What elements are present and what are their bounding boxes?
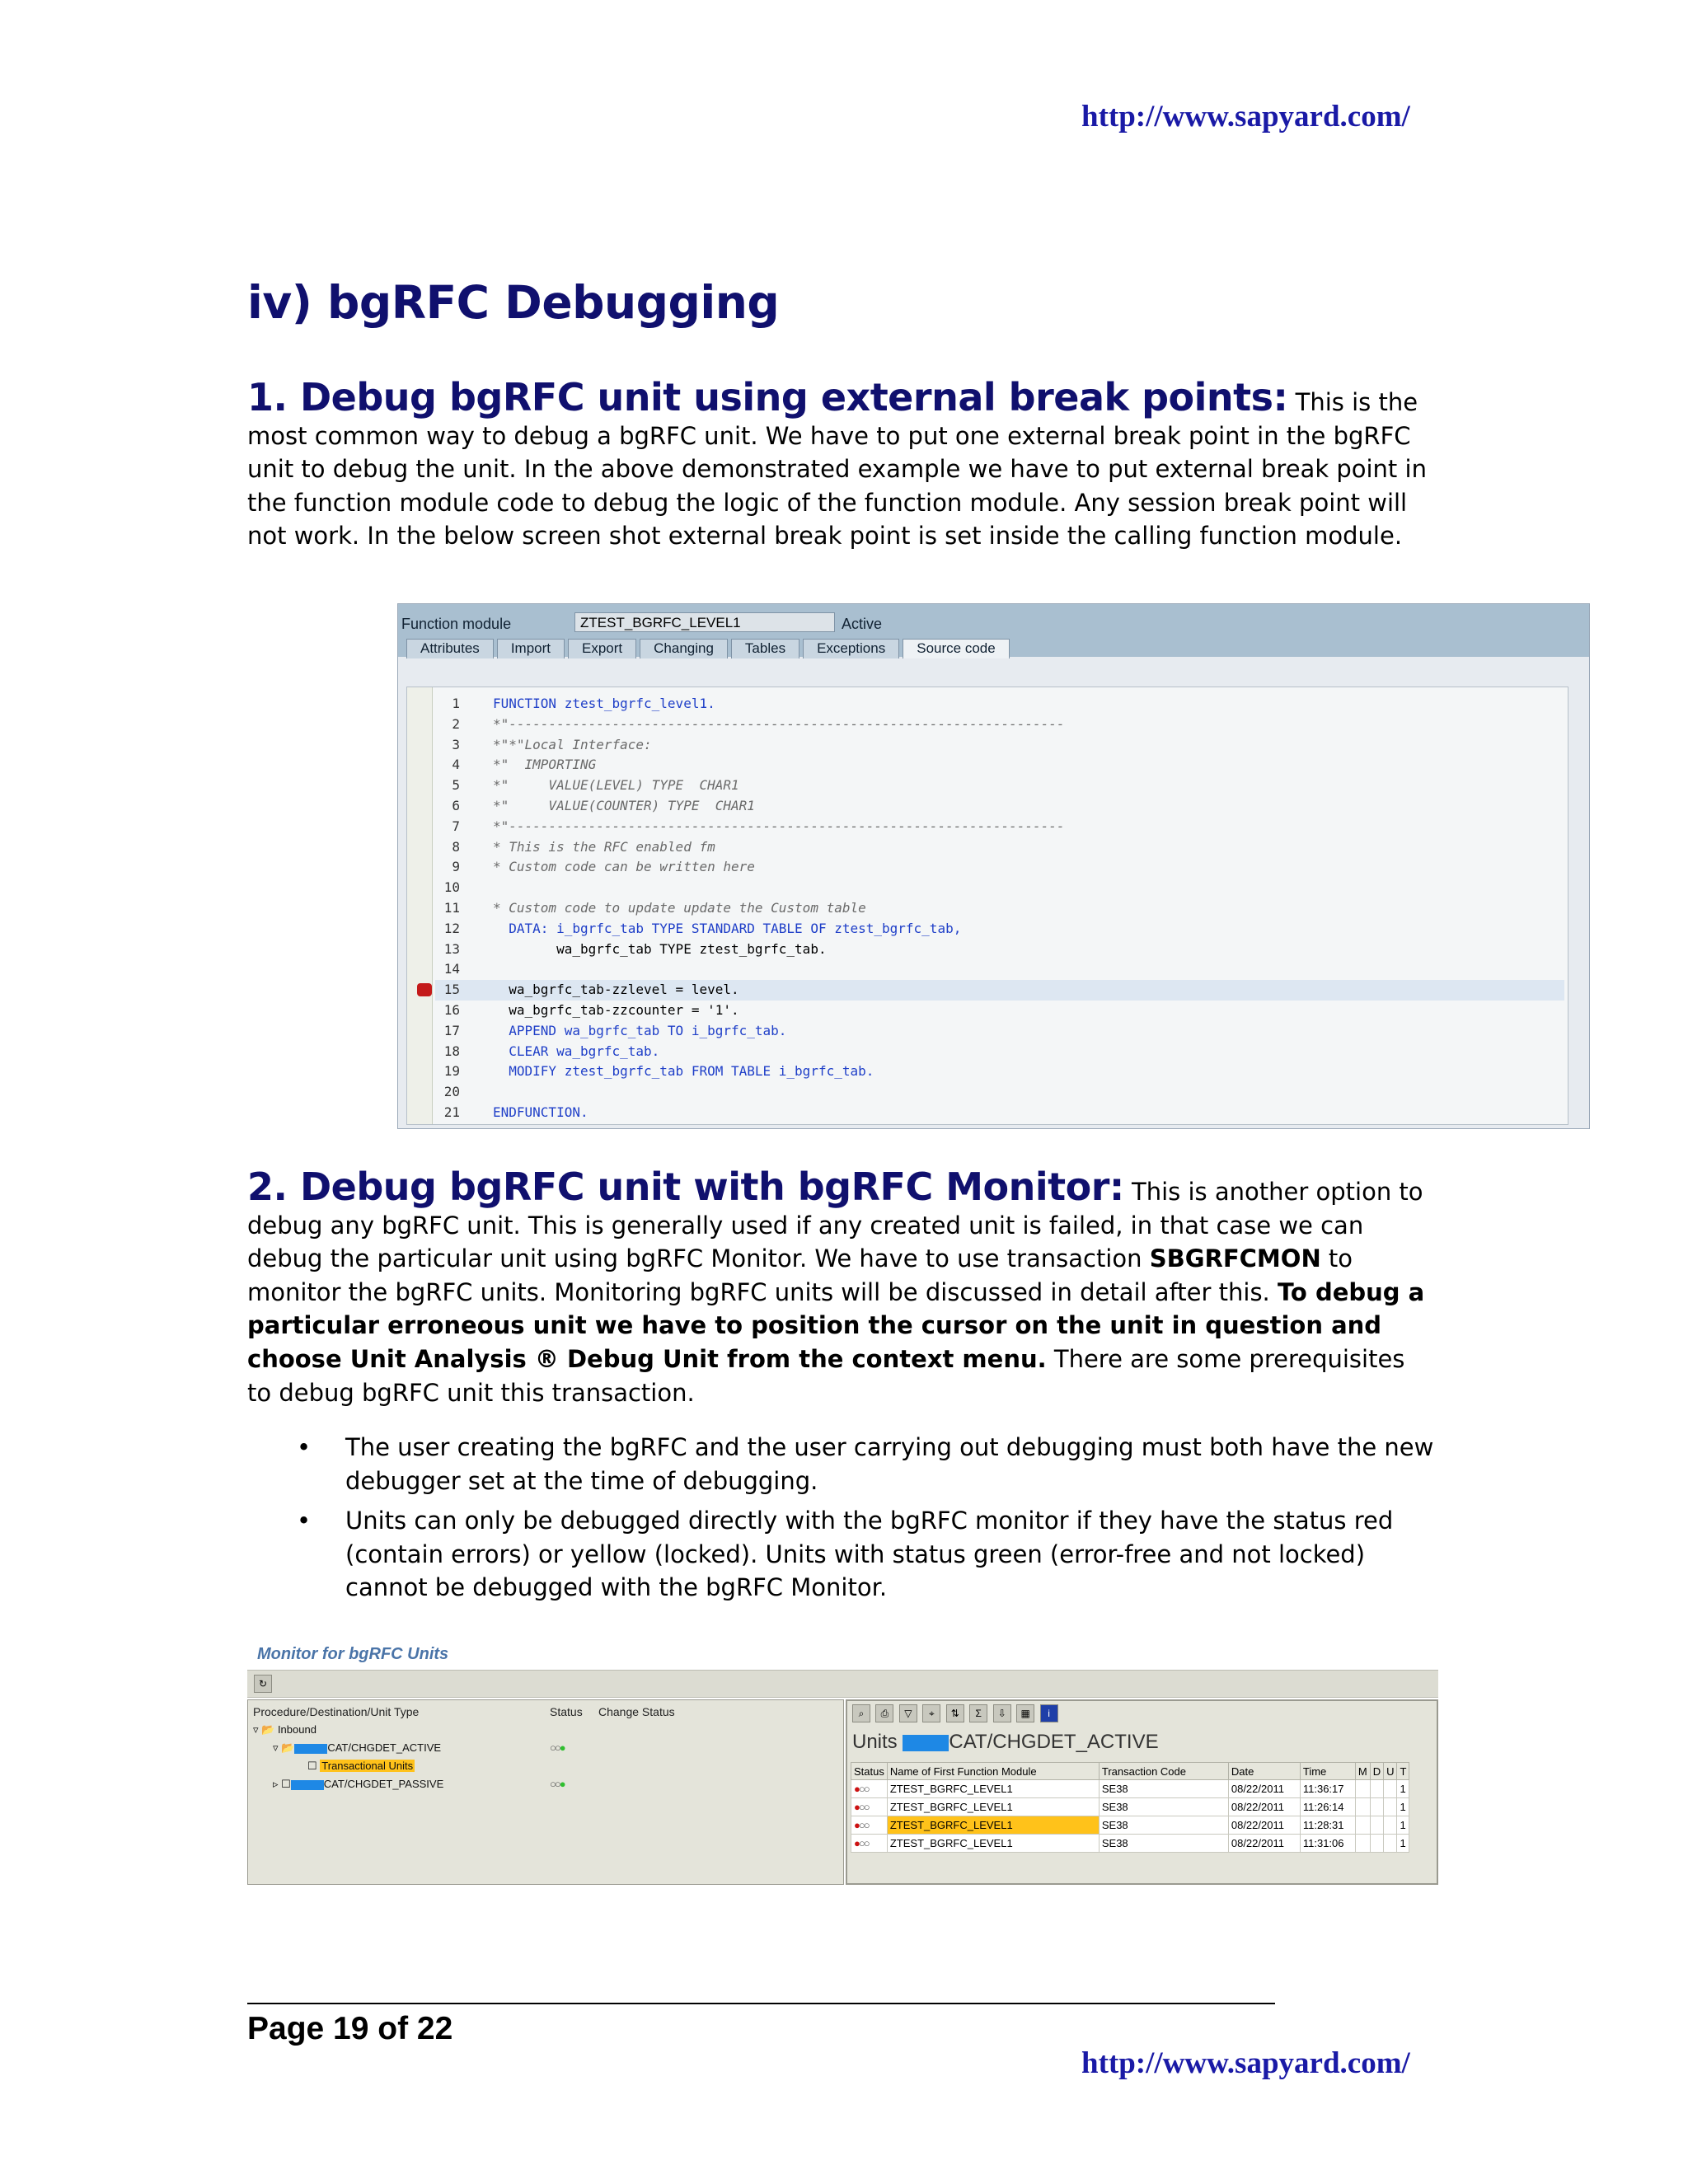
col-header[interactable]: Date bbox=[1228, 1763, 1300, 1780]
col-header[interactable]: T bbox=[1397, 1763, 1409, 1780]
debug-instruction: To debug a particular erroneous unit we have to position the cursor on the unit in question and choose Unit Analysis ® Debug Unit from the context menu. bbox=[247, 1277, 1425, 1373]
code-text: CLEAR wa_bgrfc_tab. bbox=[493, 1043, 660, 1059]
units-table bbox=[851, 1762, 1409, 1853]
code-line[interactable] bbox=[435, 1001, 1564, 1021]
code-line[interactable] bbox=[435, 694, 1564, 715]
status-lights: ●○○ bbox=[851, 1816, 888, 1835]
transaction-code: SBGRFCMON bbox=[1149, 1244, 1321, 1273]
section1-paragraph bbox=[247, 375, 1434, 553]
layout-icon[interactable]: ▦ bbox=[1016, 1704, 1034, 1722]
units-heading: Units CAT/CHGDET_ACTIVE bbox=[852, 1731, 1159, 1753]
units-toolbar bbox=[852, 1704, 1060, 1722]
sort-icon[interactable]: ⇅ bbox=[946, 1704, 964, 1722]
col-status: Status bbox=[550, 1705, 583, 1718]
code-line[interactable] bbox=[435, 735, 1564, 756]
col-change-status: Change Status bbox=[598, 1705, 675, 1718]
code-line[interactable] bbox=[435, 817, 1564, 837]
status-lights: ●○○ bbox=[851, 1780, 888, 1798]
line-number: 7 bbox=[452, 818, 460, 834]
col-header[interactable]: Status bbox=[851, 1763, 888, 1780]
code-text: *"---------------------------------------------------------------------- bbox=[493, 715, 1065, 732]
code-line[interactable] bbox=[435, 857, 1564, 878]
col-header[interactable]: M bbox=[1355, 1763, 1370, 1780]
line-number: 11 bbox=[443, 899, 460, 916]
code-line[interactable] bbox=[435, 715, 1564, 735]
source-code-editor[interactable] bbox=[406, 687, 1568, 1125]
code-text: MODIFY ztest_bgrfc_tab FROM TABLE i_bgrfc_tab. bbox=[493, 1063, 874, 1080]
code-text: FUNCTION ztest_bgrfc_level1. bbox=[493, 696, 715, 711]
tree-node-active[interactable]: ▿ 📂 CAT/CHGDET_ACTIVE bbox=[273, 1741, 442, 1754]
code-line[interactable] bbox=[435, 755, 1564, 776]
line-number: 2 bbox=[452, 715, 460, 732]
line-number: 16 bbox=[443, 1001, 460, 1018]
section1-body: This is the most common way to debug a bgRFC unit. We have to put one external break point in the bgRFC unit to debug the unit. In the above demonstrated example we have to put external break point in the function module code to debug the logic of the function module. Any session break point will not work. In the below screen shot external break point is set inside the calling function module. bbox=[247, 388, 1427, 551]
section1-heading: 1. Debug bgRFC unit using external break points: bbox=[247, 375, 1288, 419]
code-line[interactable] bbox=[435, 878, 1564, 898]
section2-heading: 2. Debug bgRFC unit with bgRFC Monitor: bbox=[247, 1165, 1124, 1209]
code-text: * Custom code to update update the Custom table bbox=[493, 899, 866, 916]
bgrfc-monitor-screenshot bbox=[247, 1640, 1438, 1885]
info-icon[interactable]: i bbox=[1040, 1704, 1058, 1722]
function-module-screenshot bbox=[397, 603, 1590, 1129]
code-line[interactable] bbox=[435, 776, 1564, 796]
line-number: 18 bbox=[443, 1043, 460, 1059]
code-text: *" IMPORTING bbox=[493, 757, 597, 773]
tab-import[interactable]: Import bbox=[497, 639, 565, 658]
print-icon[interactable]: ⎙ bbox=[875, 1704, 893, 1722]
code-text: ENDFUNCTION. bbox=[493, 1104, 588, 1120]
bullet-icon: • bbox=[297, 1507, 312, 1535]
tab-source-code[interactable]: Source code bbox=[903, 639, 1009, 658]
section-title: iv) bgRFC Debugging bbox=[247, 276, 780, 329]
line-number: 13 bbox=[443, 940, 460, 957]
masked-prefix bbox=[294, 1744, 327, 1754]
line-number: 5 bbox=[452, 777, 460, 794]
monitor-toolbar bbox=[247, 1670, 1438, 1698]
code-text: DATA: i_bgrfc_tab TYPE STANDARD TABLE OF ztest_bgrfc_tab, bbox=[493, 920, 962, 936]
tab-export[interactable]: Export bbox=[568, 639, 636, 658]
line-number: 8 bbox=[452, 838, 460, 855]
fm-name-field[interactable]: ZTEST_BGRFC_LEVEL1 bbox=[574, 612, 835, 632]
table-row[interactable]: ●○○ ZTEST_BGRFC_LEVEL1 SE38 08/22/2011 11:26:14 1 bbox=[851, 1798, 1409, 1816]
code-line[interactable] bbox=[435, 980, 1564, 1001]
code-line[interactable] bbox=[435, 940, 1564, 960]
section2-paragraph bbox=[247, 1165, 1434, 1409]
tab-exceptions[interactable]: Exceptions bbox=[803, 639, 899, 658]
code-text: *"*"Local Interface: bbox=[493, 736, 652, 752]
bullet-icon: • bbox=[297, 1433, 312, 1461]
tab-tables[interactable]: Tables bbox=[731, 639, 799, 658]
prerequisite-list bbox=[247, 1431, 1450, 1611]
search-icon[interactable]: ⌕ bbox=[852, 1704, 870, 1722]
tree-node-inbound[interactable]: ▿ 📂 Inbound bbox=[253, 1723, 316, 1736]
table-row[interactable]: ●○○ ZTEST_BGRFC_LEVEL1 SE38 08/22/2011 11:36:17 1 bbox=[851, 1780, 1409, 1798]
code-line[interactable] bbox=[435, 1062, 1564, 1082]
tree-node-passive[interactable]: ▹ ☐ CAT/CHGDET_PASSIVE bbox=[273, 1778, 444, 1790]
tab-attributes[interactable]: Attributes bbox=[406, 639, 494, 658]
destination-tree-pane bbox=[247, 1699, 844, 1885]
tree-node-transactional[interactable]: ☐ Transactional Units bbox=[307, 1760, 414, 1772]
col-header[interactable]: U bbox=[1384, 1763, 1397, 1780]
code-line[interactable] bbox=[435, 837, 1564, 858]
page-number: Page 19 of 22 bbox=[247, 2011, 453, 2046]
export-icon[interactable]: ⇩ bbox=[993, 1704, 1011, 1722]
tab-changing[interactable]: Changing bbox=[640, 639, 728, 658]
code-text: *" VALUE(LEVEL) TYPE CHAR1 bbox=[493, 777, 739, 794]
col-header[interactable]: Transaction Code bbox=[1099, 1763, 1228, 1780]
masked-prefix bbox=[291, 1780, 324, 1790]
masked-prefix bbox=[903, 1735, 949, 1751]
col-header[interactable]: D bbox=[1370, 1763, 1383, 1780]
line-number: 1 bbox=[452, 696, 460, 711]
status-lights-active: ○○● bbox=[550, 1741, 565, 1754]
code-line[interactable] bbox=[435, 898, 1564, 919]
monitor-title: Monitor for bgRFC Units bbox=[257, 1645, 449, 1663]
line-number: 20 bbox=[443, 1084, 460, 1100]
status-lights: ●○○ bbox=[851, 1798, 888, 1816]
find-icon[interactable]: ⌖ bbox=[922, 1704, 940, 1722]
code-text: wa_bgrfc_tab-zzcounter = '1'. bbox=[493, 1001, 739, 1018]
code-lines bbox=[435, 694, 1564, 1123]
table-row[interactable]: ●○○ ZTEST_BGRFC_LEVEL1 SE38 08/22/2011 11:31:06 1 bbox=[851, 1835, 1409, 1853]
code-line[interactable] bbox=[435, 919, 1564, 940]
external-breakpoint-icon[interactable] bbox=[417, 983, 432, 996]
sum-icon[interactable]: Σ bbox=[969, 1704, 987, 1722]
filter-icon[interactable]: ▽ bbox=[899, 1704, 917, 1722]
code-text: * This is the RFC enabled fm bbox=[493, 838, 715, 855]
code-text: *"---------------------------------------------------------------------- bbox=[493, 818, 1065, 834]
fm-label: Function module bbox=[401, 616, 512, 632]
status-lights-passive: ○○● bbox=[550, 1778, 565, 1790]
fm-status: Active bbox=[842, 616, 883, 632]
line-number: 17 bbox=[443, 1022, 460, 1038]
footer-divider bbox=[247, 2003, 1275, 2004]
line-number: 12 bbox=[443, 920, 460, 936]
line-number: 4 bbox=[452, 757, 460, 773]
list-item: • The user creating the bgRFC and the user carrying out debugging must both have the new debugger set at the time of debugging. bbox=[247, 1431, 1450, 1497]
code-line[interactable] bbox=[435, 1082, 1564, 1103]
line-number: 10 bbox=[443, 879, 460, 896]
col-procedure: Procedure/Destination/Unit Type bbox=[253, 1705, 420, 1718]
code-line[interactable] bbox=[435, 1103, 1564, 1123]
code-text: *" VALUE(COUNTER) TYPE CHAR1 bbox=[493, 797, 755, 813]
status-lights: ●○○ bbox=[851, 1835, 888, 1853]
fm-tabs bbox=[406, 639, 1013, 658]
footer-url[interactable]: http://www.sapyard.com/ bbox=[1081, 2046, 1410, 2080]
col-header[interactable]: Name of First Function Module bbox=[887, 1763, 1099, 1780]
section2-body1: This is another option to debug any bgRFC unit. This is generally used if any created unit is failed, in that case we can debug the particular unit using bgRFC Monitor. We have to use transaction bbox=[247, 1178, 1423, 1273]
code-text: * Custom code can be written here bbox=[493, 859, 755, 875]
code-text: wa_bgrfc_tab TYPE ztest_bgrfc_tab. bbox=[493, 940, 827, 957]
line-number: 6 bbox=[452, 797, 460, 813]
units-pane bbox=[846, 1699, 1438, 1885]
col-header[interactable]: Time bbox=[1300, 1763, 1355, 1780]
code-line[interactable] bbox=[435, 1021, 1564, 1042]
list-item: • Units can only be debugged directly with the bgRFC monitor if they have the status red (contain errors) or yellow (locked). Units with status green (error-free and not locked) cannot be debugged with the bgRFC Monitor. bbox=[247, 1504, 1450, 1605]
line-number: 14 bbox=[443, 961, 460, 977]
line-number: 19 bbox=[443, 1063, 460, 1080]
code-text: wa_bgrfc_tab-zzlevel = level. bbox=[493, 982, 739, 998]
code-line[interactable] bbox=[435, 959, 1564, 980]
line-number: 15 bbox=[443, 982, 460, 998]
code-line[interactable] bbox=[435, 1042, 1564, 1062]
breakpoint-gutter[interactable] bbox=[407, 687, 433, 1124]
section2-body3: There are some prerequisites to debug bgRFC unit this transaction. bbox=[247, 1344, 1405, 1407]
line-number: 21 bbox=[443, 1104, 460, 1120]
code-text: APPEND wa_bgrfc_tab TO i_bgrfc_tab. bbox=[493, 1022, 787, 1038]
refresh-icon[interactable]: ↻ bbox=[254, 1675, 272, 1693]
section2-body2: to monitor the bgRFC units. Monitoring bgRFC units will be discussed in detail after this. bbox=[247, 1244, 1353, 1306]
code-line[interactable] bbox=[435, 796, 1564, 817]
line-number: 3 bbox=[452, 736, 460, 752]
line-number: 9 bbox=[452, 859, 460, 875]
header-url[interactable]: http://www.sapyard.com/ bbox=[1081, 100, 1410, 134]
table-row[interactable]: ●○○ ZTEST_BGRFC_LEVEL1 SE38 08/22/2011 11:28:31 1 bbox=[851, 1816, 1409, 1835]
